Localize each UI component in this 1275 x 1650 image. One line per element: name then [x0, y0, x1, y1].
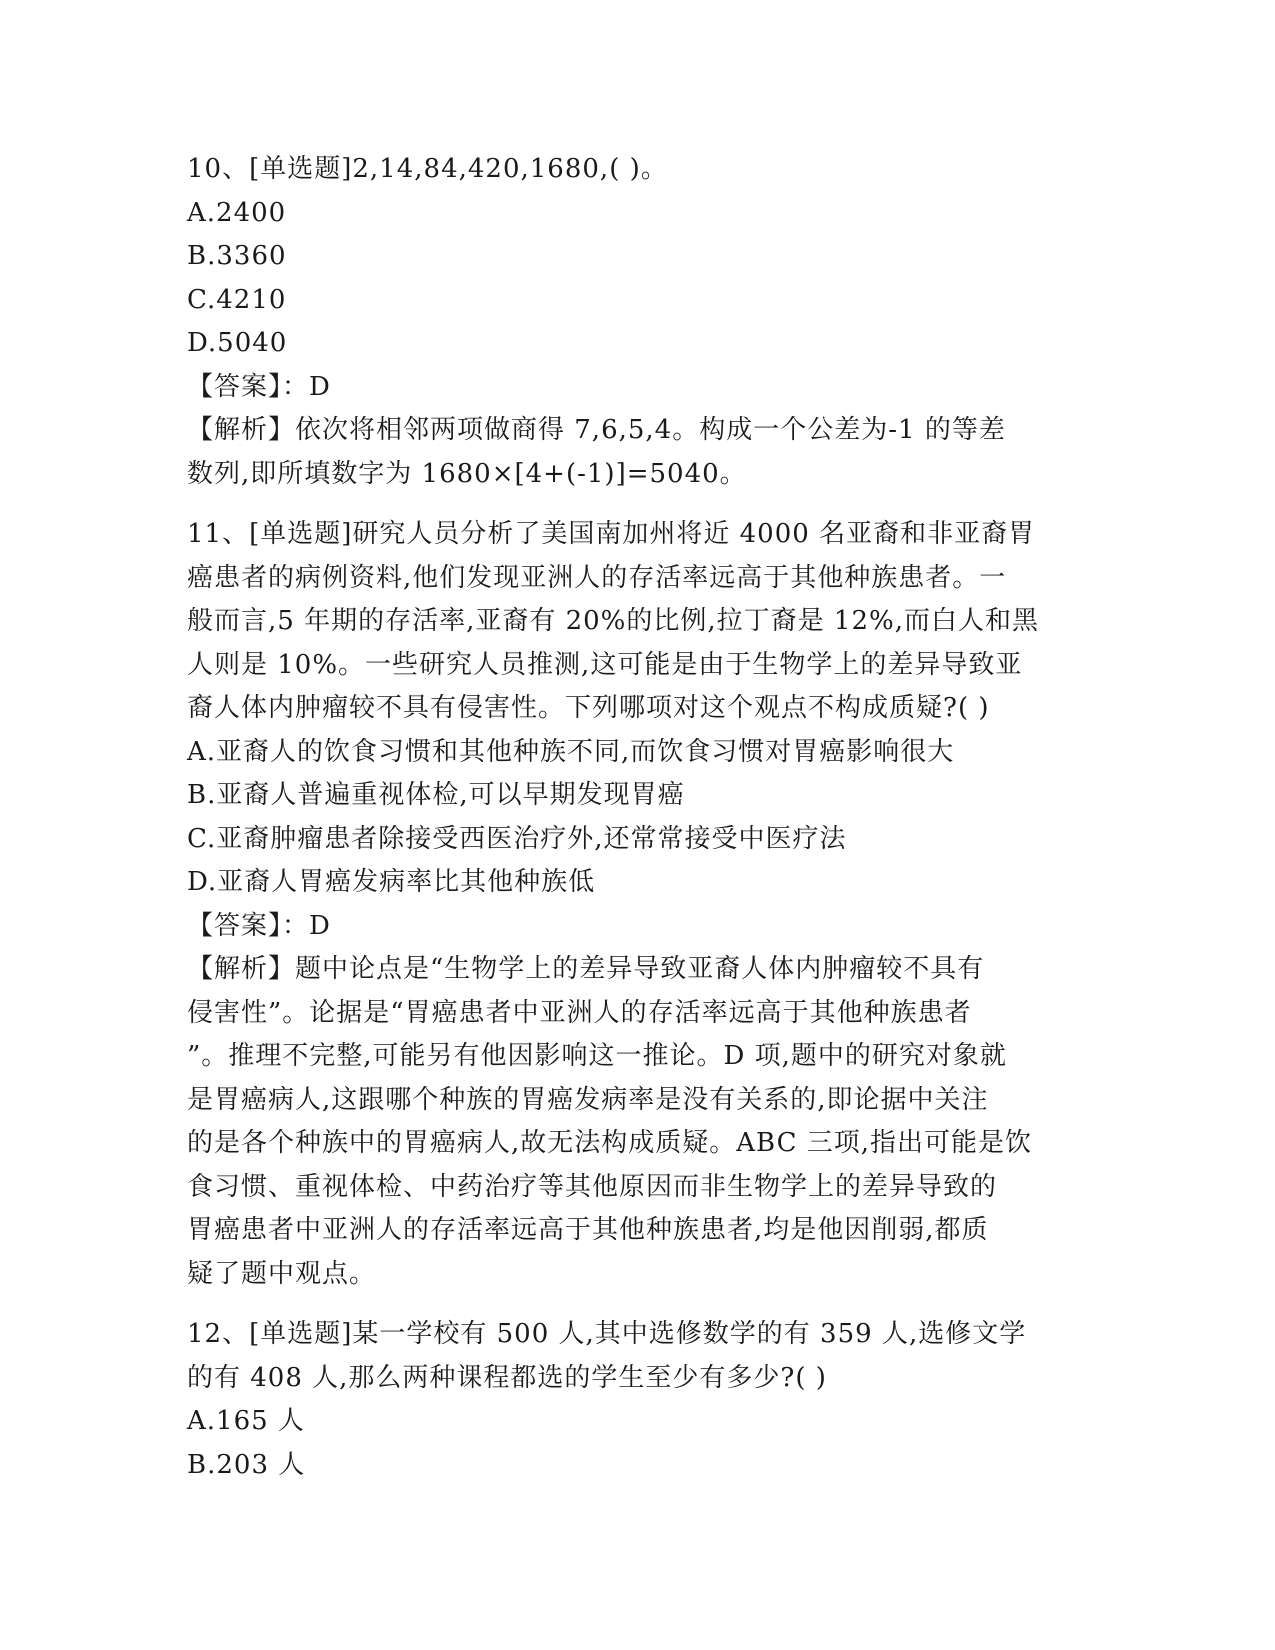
analysis-line: ”。推理不完整,可能另有他因影响这一推论。D 项,题中的研究对象就: [187, 1041, 1007, 1071]
question-stem: 人则是 10%。一些研究人员推测,这可能是由于生物学上的差异导致亚: [187, 649, 1023, 680]
analysis-line: 疑了题中观点。: [187, 1258, 377, 1289]
question-11: [187, 513, 1087, 1296]
question-stem: 裔人体内肿瘤较不具有侵害性。下列哪项对这个观点不构成质疑?( ): [187, 693, 990, 723]
option-b: B.203 人: [187, 1449, 306, 1480]
question-stem: 般而言,5 年期的存活率,亚裔有 20%的比例,拉丁裔是 12%,而白人和黑: [187, 606, 1039, 636]
analysis-line: 胃癌患者中亚洲人的存活率远高于其他种族患者,均是他因削弱,都质: [187, 1215, 989, 1245]
question-stem: 10、[单选题]2,14,84,420,1680,( )。: [187, 154, 668, 184]
question-stem: 11、[单选题]研究人员分析了美国南加州将近 4000 名亚裔和非亚裔胃: [187, 519, 1036, 549]
question-stem: 12、[单选题]某一学校有 500 人,其中选修数学的有 359 人,选修文学: [187, 1319, 1027, 1349]
option-a: A.165 人: [187, 1406, 305, 1436]
question-stem: 的有 408 人,那么两种课程都选的学生至少有多少?( ): [187, 1362, 827, 1393]
analysis-line: 食习惯、重视体检、中药治疗等其他原因而非生物学上的差异导致的: [187, 1171, 998, 1202]
answer: 【答案】：D: [187, 371, 331, 402]
answer: 【答案】：D: [187, 910, 331, 941]
option-a: A.2400: [187, 197, 287, 228]
analysis-line: 是胃癌病人,这跟哪个种族的胃癌发病率是没有关系的,即论据中关注: [187, 1084, 989, 1115]
option-d: D.5040: [187, 328, 288, 358]
analysis-line: 的是各个种族中的胃癌病人,故无法构成质疑。ABC 三项,指出可能是饮: [187, 1128, 1033, 1158]
option-b: B.亚裔人普遍重视体检,可以早期发现胃癌: [187, 780, 685, 810]
analysis-line: 侵害性”。论据是“胃癌患者中亚洲人的存活率远高于其他种族患者: [187, 997, 972, 1028]
analysis-line: 数列,即所填数字为 1680×[4+(-1)]=5040。: [187, 458, 747, 489]
question-10: [187, 148, 1087, 496]
analysis-line: 【解析】题中论点是“生物学上的差异导致亚裔人体内肿瘤较不具有: [187, 954, 985, 984]
option-c: C.亚裔肿瘤患者除接受西医治疗外,还常常接受中医疗法: [187, 823, 847, 854]
question-stem: 癌患者的病例资料,他们发现亚洲人的存活率远高于其他种族患者。一: [187, 562, 1007, 593]
option-d: D.亚裔人胃癌发病率比其他种族低: [187, 867, 596, 897]
document-content: [187, 148, 1087, 1487]
question-12: [187, 1313, 1087, 1487]
option-b: B.3360: [187, 241, 287, 271]
analysis-line: 【解析】依次将相邻两项做商得 7,6,5,4。构成一个公差为-1 的等差: [187, 415, 1006, 445]
option-a: A.亚裔人的饮食习惯和其他种族不同,而饮食习惯对胃癌影响很大: [187, 736, 955, 767]
option-c: C.4210: [187, 284, 287, 315]
